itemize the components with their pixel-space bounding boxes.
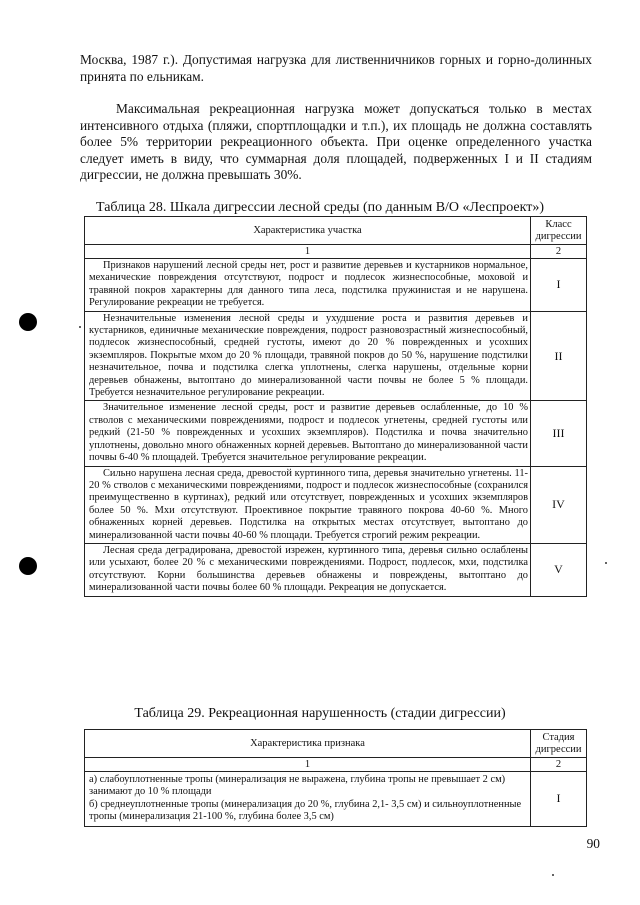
table28-col1-index: 1 — [85, 245, 531, 259]
table29-header-row — [85, 730, 587, 758]
binder-hole-mark — [19, 557, 37, 575]
table-row — [85, 466, 587, 543]
table-row — [85, 543, 587, 596]
table28-col1-header: Характеристика участка — [85, 217, 531, 245]
row-class: V — [531, 543, 587, 596]
binder-hole-mark — [19, 313, 37, 331]
row-class: I — [531, 259, 587, 312]
table28-caption: Таблица 28. Шкала дигрессии лесной среды (по данным В/О «Леспроект») — [95, 200, 544, 215]
scan-speck — [605, 562, 607, 564]
table28-header-row — [85, 217, 587, 245]
row-class: IV — [531, 466, 587, 543]
scan-speck — [552, 874, 554, 876]
row-description: Значительное изменение лесной среды, рост и развитие деревьев ослабленные, до 10 % стволов с механическими повреждениями, подрост и подлесок угнетены, средней густоты или редкий (21-50 % поврежденных и усохших экземпляров). Подстилка и почва значительно уплотнены, довольно много обнаженных корней деревьев. Вытоптано до минерализованной части почвы 6-40 % площадей. Требуется значительное регулирование рекреации. — [89, 402, 528, 464]
table-row — [85, 259, 587, 312]
row-class: II — [531, 311, 587, 401]
table29-col2-index: 2 — [531, 758, 587, 772]
row-description: Лесная среда деградирована, древостой изрежен, куртинного типа, деревья сильно ослаблены или усыхают, более 20 % с механическими повреждениями. Подрост, подлесок, мхи, подстилка отсутствуют. Корни большинства деревьев обнажены и повреждены, вытоптано до минерализованной части почвы более 60 % площади. Рекреация не допускается. — [89, 544, 528, 594]
intro-text: Москва, 1987 г.). Допустимая нагрузка для лиственничников горных и горно-долинных принята по ельникам. — [80, 52, 592, 84]
table-29-recreational-disturbance — [84, 729, 587, 827]
row-class: III — [531, 401, 587, 466]
table29-col1-header: Характеристика признака — [85, 730, 531, 758]
table-row — [85, 772, 587, 827]
row-item-a: а) слабоуплотненные тропы (минерализация не выражена, глубина тропы не превышает 2 см) занимают до 10 % площади — [89, 774, 506, 798]
scan-speck — [79, 326, 81, 328]
table28-col2-index: 2 — [531, 245, 587, 259]
table29-col2-header: Стадия дигрессии — [531, 730, 587, 758]
table29-caption: Таблица 29. Рекреационная нарушенность (стадии дигрессии) — [134, 706, 506, 721]
table-row — [85, 401, 587, 466]
row-description: Признаков нарушений лесной среды нет, рост и развитие деревьев и кустарников нормальное, механические повреждения отсутствуют, подрост и подлесок жизнеспособные, моховой и травяной покров характерны для данного типа леса, подстилка пружинистая и не нарушена. Регулирование рекреации не требуется. — [89, 260, 528, 309]
row-description: Сильно нарушена лесная среда, древостой куртинного типа, деревья значительно угнетены. 11-20 % стволов с механическими повреждениями, подрост и подлесок жизнеспособные (сохранился преимущественно в куртинах), редкий или отсутствует, поврежденных и усохших экземпляров более 50 %. Мхи отсутствуют. Проективное покрытие травяного покрова 40-60 %. Много обнаженных корней деревьев. Подстилка на открытых местах отсутствует, вытоптано до минерализованной части почвы 40-60 % площади. Требуется строгий режим рекреации. — [89, 467, 528, 541]
row-item-b: б) среднеуплотненные тропы (минерализация до 20 %, глубина 2,1- 3,5 см) и сильноуплотненные тропы (минерализация 21-100 %, глубина более 3,5 см) — [89, 798, 522, 823]
table29-index-row — [85, 758, 587, 772]
table29-col1-index: 1 — [85, 758, 531, 772]
table-row — [85, 311, 587, 401]
body-paragraph: Максимальная рекреационная нагрузка может допускаться только в местах интенсивного отдыха (пляжи, спортплощадки и т.п.), их площадь не должна составлять более 5% территории рекреационного объекта. При оценке определенного участка следует иметь в виду, что суммарная доля площадей, подверженных I и II стадиям дигрессии, не должна превышать 30%. — [80, 101, 592, 182]
row-stage: I — [531, 772, 587, 827]
row-description: Незначительные изменения лесной среды и ухудшение роста и развития деревьев и кустарников, единичные механические повреждения, подрост разновозрастный жизнеспособный, подлесок жизнеспособный, средней густоты, имеют до 20 % поврежденных и усохших экземпляров. Покрытые мхом до 20 % площади, травяной покров до 50 %, нарушение подстилки незначительное, почва и подстилка слегка уплотнены, слегка нарушены, отдельные корни деревьев обнажены, вытоптано до минерализованной части почвы не более 5 % площади. Требуется незначительное регулирование рекреации. — [89, 312, 528, 399]
table-28-degression-scale — [84, 216, 587, 597]
table28-col2-header: Класс дигрессии — [531, 217, 587, 245]
page-number: 90 — [586, 836, 600, 851]
table28-index-row — [85, 245, 587, 259]
